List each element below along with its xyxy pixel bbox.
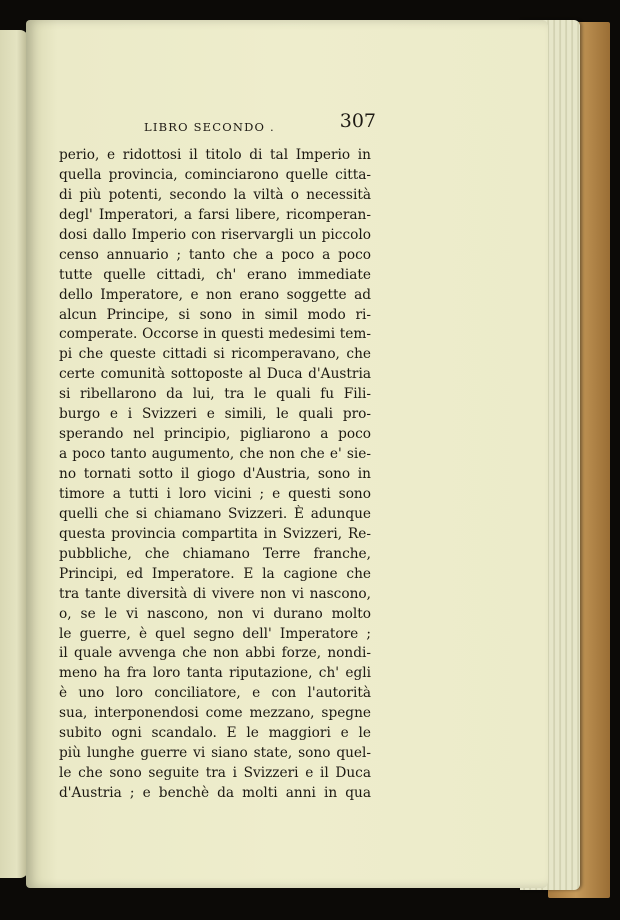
text-line: subito ogni scandalo. E le maggiori e le bbox=[59, 725, 371, 742]
text-line: no tornati sotto il giogo d'Austria, sono in bbox=[59, 466, 371, 482]
text-line: il quale avvenga che non abbi forze, nondi- bbox=[59, 645, 371, 662]
running-title: LIBRO SECONDO . bbox=[144, 120, 275, 134]
text-line: è uno loro conciliatore, e con l'autorità bbox=[59, 685, 371, 702]
text-line: certe comunità sottoposte al Duca d'Austria bbox=[59, 366, 371, 383]
left-page-edge bbox=[0, 30, 28, 878]
text-line: censo annuario ; tanto che a poco a poco bbox=[59, 246, 371, 263]
page-number: 307 bbox=[339, 110, 376, 132]
text-line: tutte quelle cittadi, ch' erano immediate bbox=[59, 266, 371, 283]
text-line: d'Austria ; e benchè da molti anni in qua bbox=[59, 785, 371, 801]
text-line: comperate. Occorse in questi medesimi tem- bbox=[59, 326, 371, 343]
text-line: sperando nel principio, pigliarono a poco bbox=[59, 426, 371, 443]
text-line: dosi dallo Imperio con riservargli un piccolo bbox=[59, 226, 371, 243]
text-line: pi che queste cittadi si ricomperavano, che bbox=[59, 346, 371, 363]
text-line: meno ha fra loro tanta riputazione, ch' egli bbox=[59, 665, 371, 682]
text-line: burgo e i Svizzeri e simili, le quali pro- bbox=[59, 406, 371, 423]
text-line: le guerre, è quel segno dell' Imperatore ; bbox=[59, 625, 371, 642]
body-text bbox=[59, 146, 371, 804]
text-line: timore a tutti i loro vicini ; e questi sono bbox=[59, 485, 371, 502]
text-line: più lunghe guerre vi siano state, sono quel- bbox=[59, 745, 371, 762]
text-line: pubbliche, che chiamano Terre franche, bbox=[59, 545, 371, 562]
text-line: le che sono seguite tra i Svizzeri e il Duca bbox=[59, 765, 371, 782]
text-line: si ribellarono da lui, tra le quali fu Fili- bbox=[59, 386, 371, 403]
text-line: degl' Imperatori, a farsi libere, ricomperan- bbox=[59, 206, 371, 223]
text-line: tra tante diversità di vivere non vi nascono, bbox=[59, 585, 371, 602]
text-line: a poco tanto augumento, che non che e' sie- bbox=[59, 446, 371, 463]
text-line: o, se le vi nascono, non vi durano molto bbox=[59, 605, 371, 622]
text-line: quelli che si chiamano Svizzeri. È adunque bbox=[59, 505, 371, 522]
text-line: alcun Principe, si sono in simil modo ri- bbox=[59, 306, 371, 323]
text-line: questa provincia compartita in Svizzeri, Re- bbox=[59, 525, 371, 542]
text-line: dello Imperatore, e non erano soggette ad bbox=[59, 286, 371, 303]
text-line: perio, e ridottosi il titolo di tal Imperio in bbox=[59, 147, 371, 163]
page-header bbox=[120, 110, 376, 138]
text-line: sua, interponendosi come mezzano, spegne bbox=[59, 705, 371, 722]
text-line: di più potenti, secondo la viltà o necessità bbox=[59, 186, 371, 203]
text-line: quella provincia, cominciarono quelle citta- bbox=[59, 166, 371, 183]
text-line: Principi, ed Imperatore. E la cagione che bbox=[59, 565, 371, 582]
